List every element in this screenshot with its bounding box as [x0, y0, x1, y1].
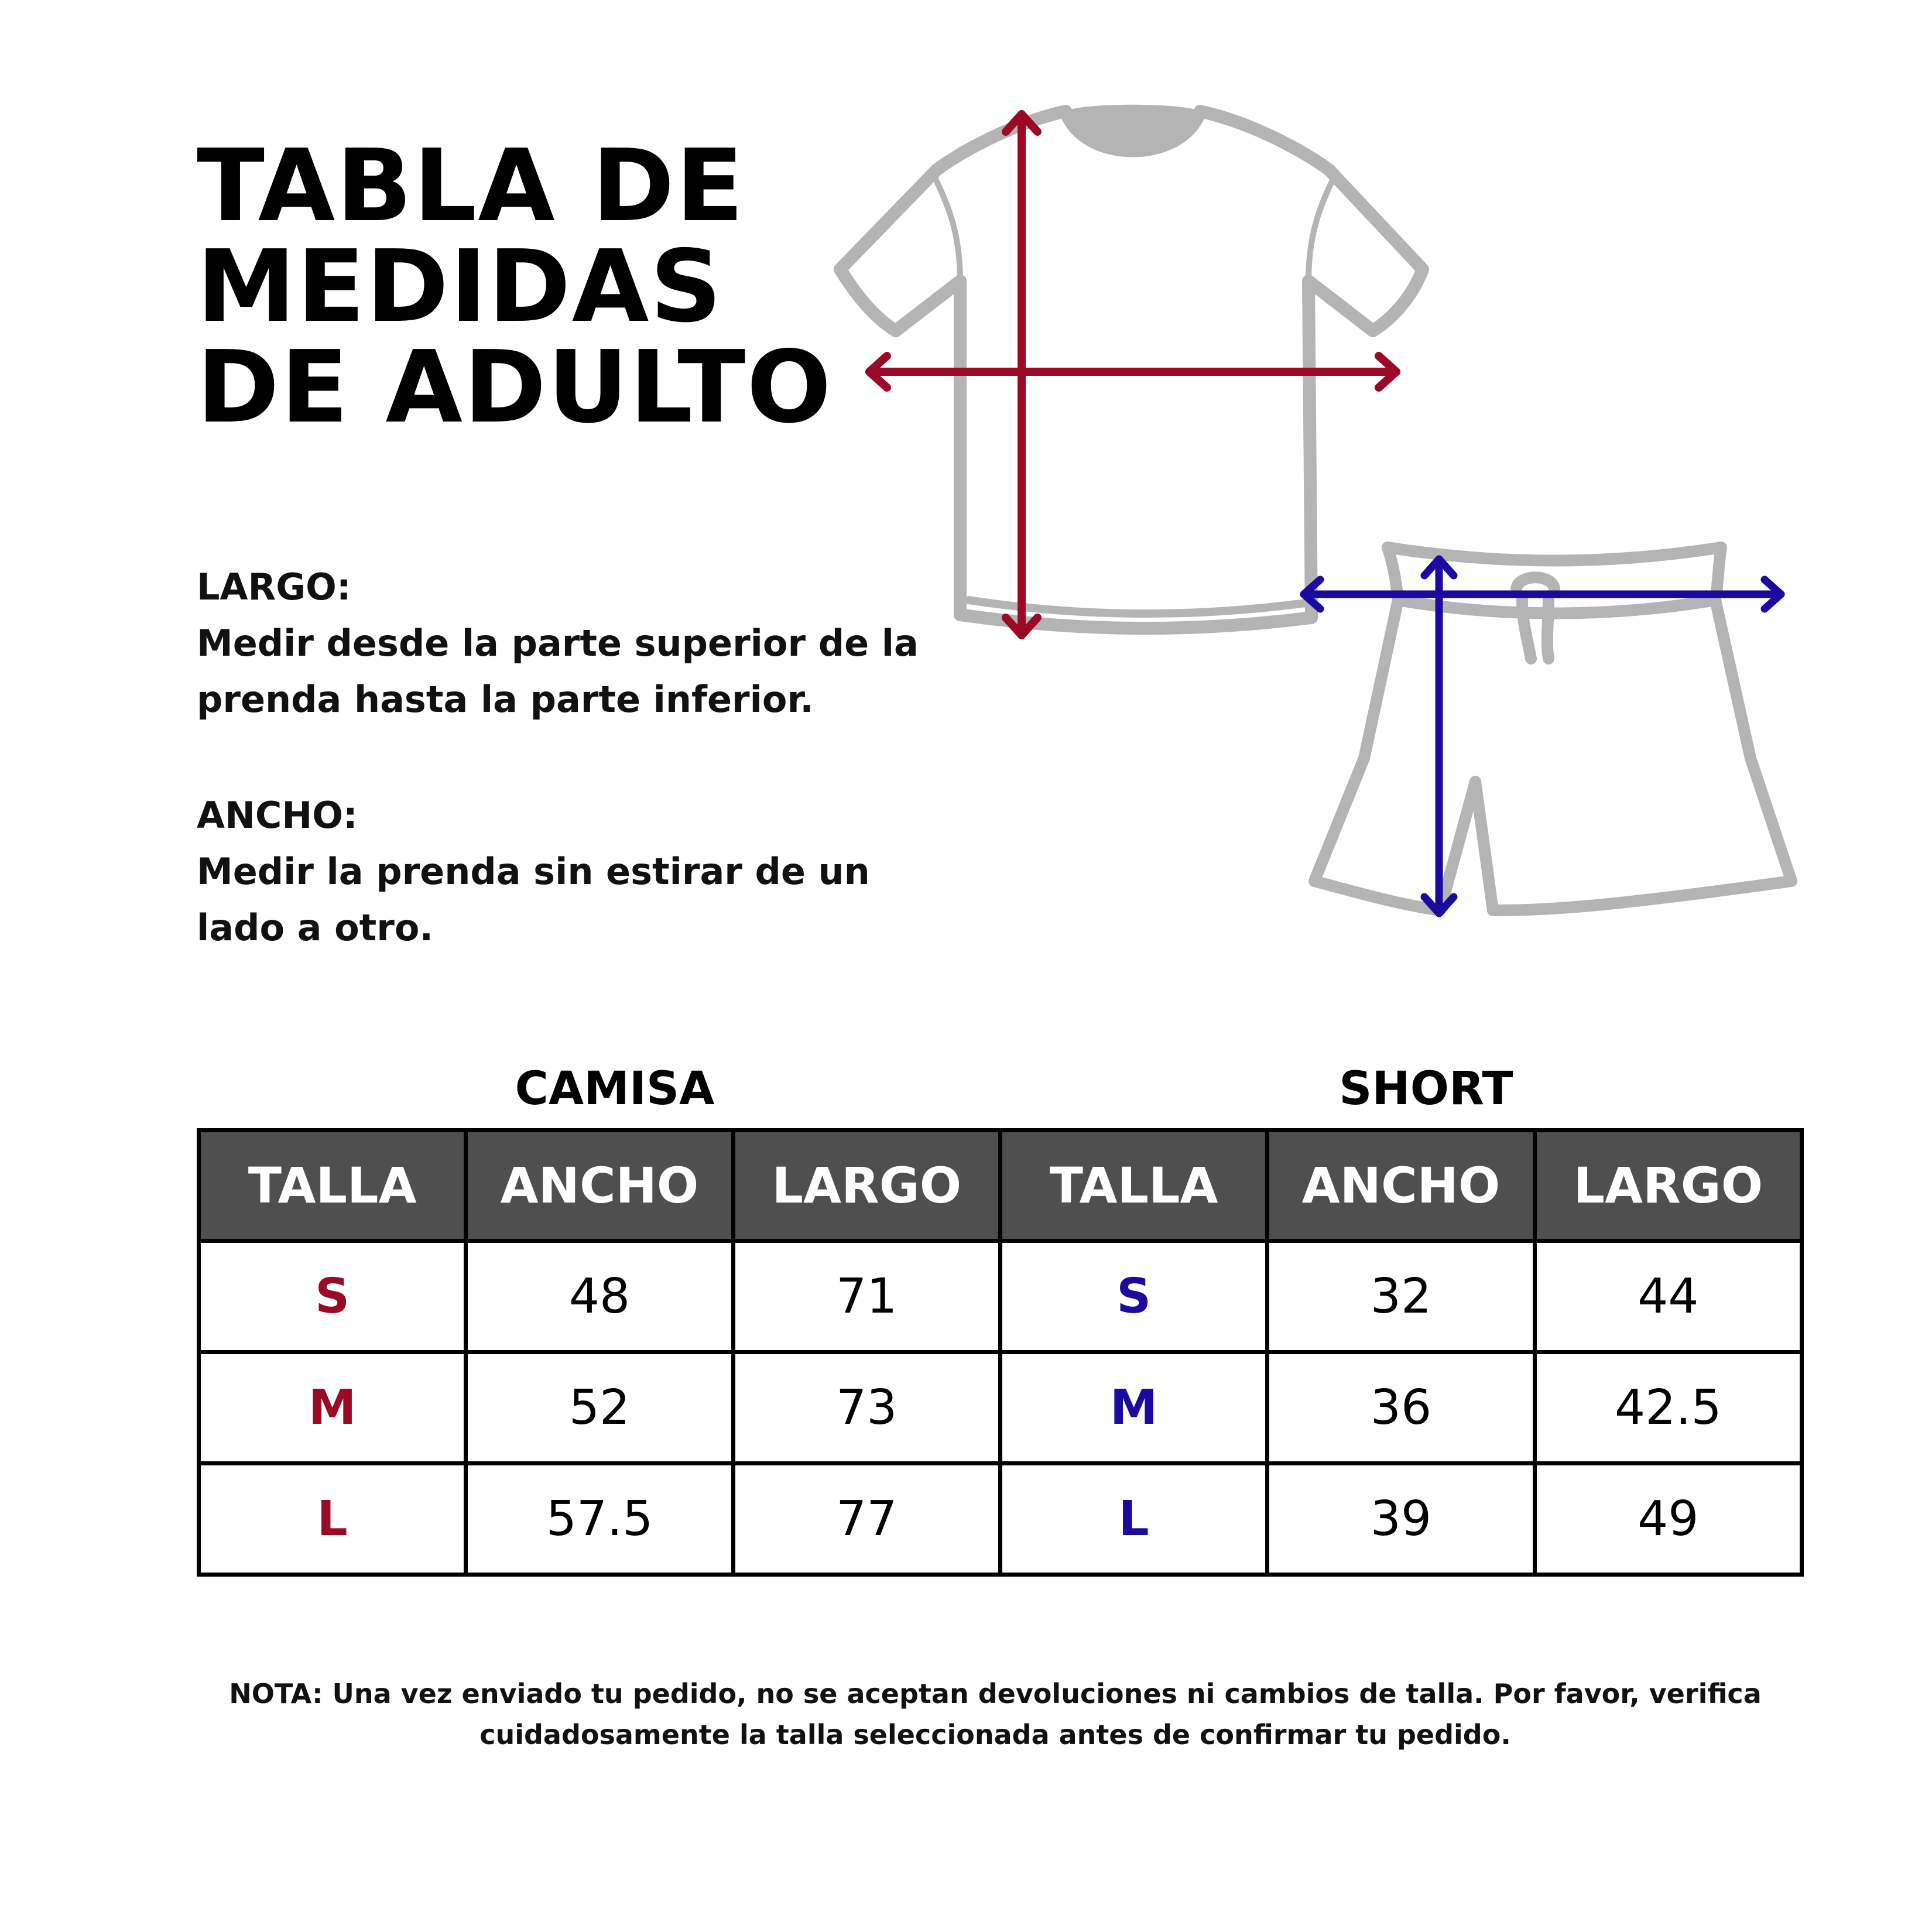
table-header-row [199, 1131, 1802, 1241]
camisa-table-title: CAMISA [515, 1063, 715, 1115]
ancho-heading: ANCHO: [197, 794, 358, 837]
camisa-ancho-cell: 52 [466, 1352, 733, 1464]
column-header: ANCHO [466, 1131, 733, 1241]
short-largo-cell: 49 [1534, 1464, 1801, 1575]
camisa-ancho-cell: 57.5 [466, 1464, 733, 1575]
note-line-2: cuidadosamente la talla seleccionada antes de confirmar tu pedido. [479, 1719, 1511, 1751]
column-header: LARGO [1534, 1131, 1801, 1241]
short-ancho-cell: 36 [1268, 1352, 1534, 1464]
table-row [199, 1352, 1802, 1464]
title-line-2: MEDIDAS [197, 229, 723, 345]
return-policy-note [176, 1673, 1815, 1755]
table-row [199, 1464, 1802, 1575]
title-line-3: DE ADULTO [197, 330, 833, 446]
column-header: ANCHO [1268, 1131, 1534, 1241]
title-line-1: TABLA DE [197, 128, 745, 244]
short-ancho-cell: 32 [1268, 1241, 1534, 1352]
short-size-cell: S [1000, 1241, 1267, 1352]
table-row [199, 1241, 1802, 1352]
column-header: TALLA [1000, 1131, 1267, 1241]
short-largo-cell: 42.5 [1534, 1352, 1801, 1464]
camisa-size-cell: S [199, 1241, 466, 1352]
note-line-1: NOTA: Una vez enviado tu pedido, no se aceptan devoluciones ni cambios de talla. Por favor, verifica [229, 1678, 1762, 1710]
column-header: TALLA [199, 1131, 466, 1241]
short-table-title: SHORT [1339, 1063, 1513, 1115]
shorts-icon [1288, 530, 1815, 928]
largo-text: Medir desde la parte superior de la prenda hasta la parte inferior. [197, 622, 919, 721]
short-size-cell: M [1000, 1352, 1267, 1464]
largo-instruction [197, 559, 923, 728]
camisa-size-cell: L [199, 1464, 466, 1575]
camisa-largo-cell: 77 [733, 1464, 1000, 1575]
ancho-instruction [197, 787, 923, 956]
short-size-cell: L [1000, 1464, 1267, 1575]
column-header: LARGO [733, 1131, 1000, 1241]
size-table [197, 1128, 1804, 1577]
page-title [197, 128, 833, 446]
ancho-text: Medir la prenda sin estirar de un lado a otro. [197, 850, 870, 949]
short-largo-cell: 44 [1534, 1241, 1801, 1352]
largo-heading: LARGO: [197, 566, 351, 608]
camisa-largo-cell: 73 [733, 1352, 1000, 1464]
camisa-size-cell: M [199, 1352, 466, 1464]
camisa-ancho-cell: 48 [466, 1241, 733, 1352]
camisa-largo-cell: 71 [733, 1241, 1000, 1352]
short-ancho-cell: 39 [1268, 1464, 1534, 1575]
